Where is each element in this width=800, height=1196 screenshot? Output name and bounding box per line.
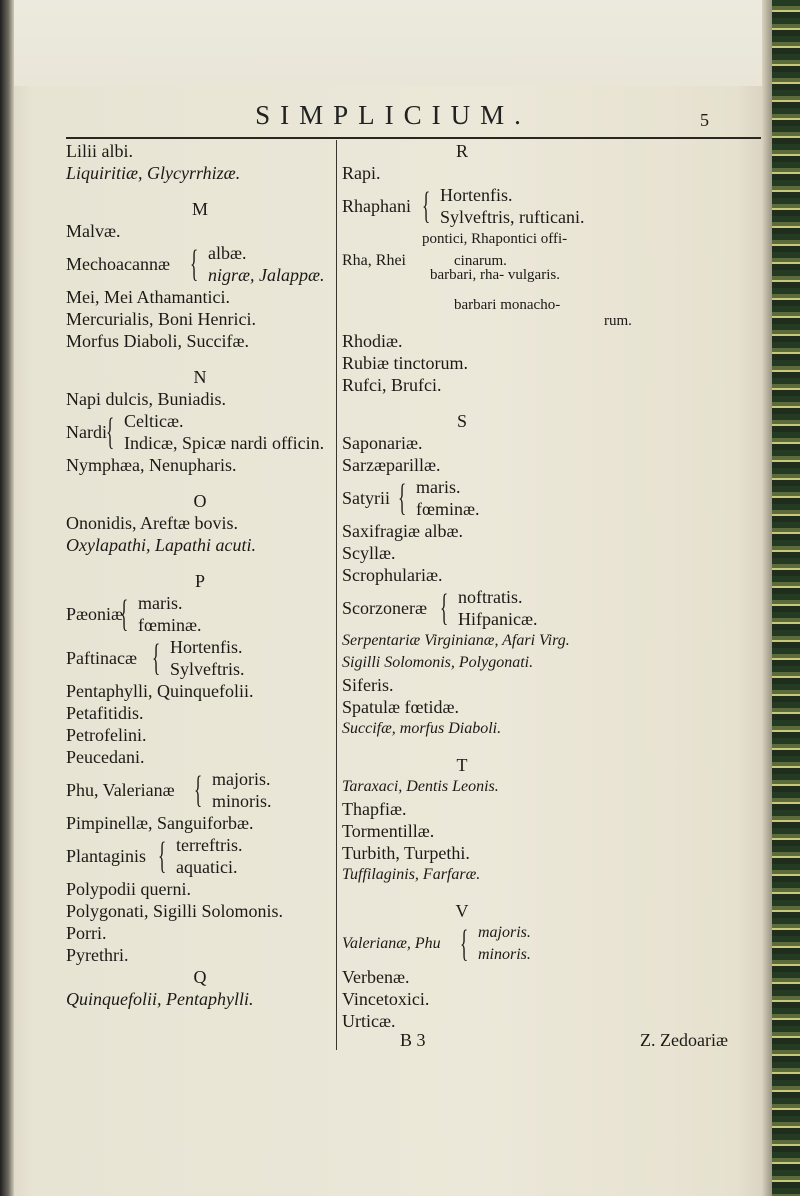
section-letter: M [191, 199, 208, 219]
brace-label: Paftinacæ [66, 648, 137, 668]
brace-option: Hortenfis. [170, 637, 243, 657]
entry: Rapi. [342, 163, 381, 183]
brace-glyph: { [460, 923, 469, 965]
section-letter: N [193, 367, 207, 387]
brace-glyph: { [194, 769, 203, 811]
brace-option: majoris. [212, 769, 271, 789]
brace-option: Hifpanicæ. [458, 609, 538, 629]
entry: Turbith, Turpethi. [342, 843, 470, 863]
braced-entry [66, 592, 334, 636]
brace-option: rum. [604, 313, 632, 329]
entry: Spatulæ fœtidæ. [342, 697, 460, 717]
entry: Serpentariæ Virginianæ, Afari Virg. [342, 632, 570, 649]
braced-entry [66, 834, 334, 878]
brace-glyph: { [158, 835, 167, 877]
brace-option: Hortenfis. [440, 185, 513, 205]
book-spine [772, 0, 800, 1196]
entry: Succifæ, morfus Diaboli. [342, 720, 502, 737]
brace-option: fœminæ. [416, 499, 480, 519]
brace-label: Scorzoneræ [342, 598, 427, 618]
right-column [342, 140, 762, 1032]
section-letter: P [194, 571, 205, 591]
brace-option: barbari monacho- [454, 297, 561, 313]
brace-option: majoris. [478, 924, 531, 941]
brace-option: minoris. [478, 946, 531, 963]
brace-option: aquatici. [176, 857, 238, 877]
entry: Polygonati, Sigilli Solomonis. [66, 901, 284, 921]
brace-glyph: { [152, 637, 161, 679]
catchword: Z. Zedoariæ [640, 1030, 728, 1050]
brace-option: Celticæ. [124, 411, 184, 431]
braced-entry [66, 242, 334, 286]
brace-glyph: { [398, 477, 407, 519]
entry: Morfus Diaboli, Succifæ. [66, 331, 249, 351]
braced-entry [66, 768, 334, 812]
entry: Verbenæ. [342, 967, 410, 987]
brace-glyph: { [440, 587, 449, 629]
brace-option: Sylveftris, rufticani. [440, 207, 585, 227]
left-column [66, 140, 334, 1010]
brace-glyph: { [106, 411, 115, 453]
brace-glyph: { [120, 593, 129, 635]
brace-option: cinarum. [454, 253, 507, 269]
brace-option: barbari, rha- vulgaris. [430, 267, 560, 283]
entry: Napi dulcis, Buniadis. [66, 389, 226, 409]
braced-entry [66, 636, 334, 680]
brace-option: fœminæ. [138, 615, 202, 635]
entry: Taraxaci, Dentis Leonis. [342, 778, 499, 795]
brace-label: Satyrii [342, 488, 390, 508]
entry: Oxylapathi, Lapathi acuti. [66, 535, 256, 555]
entry: Rhodiæ. [342, 331, 403, 351]
running-head: SIMPLICIUM. [255, 100, 531, 130]
page-top-margin [0, 0, 800, 86]
entry: Rufci, Brufci. [342, 375, 442, 395]
brace-option: noftratis. [458, 587, 523, 607]
entry: Sigilli Solomonis, Polygonati. [342, 654, 534, 671]
entry: Polypodii querni. [66, 879, 191, 899]
head-rule [66, 137, 761, 139]
entry: Rubiæ tinctorum. [342, 353, 468, 373]
entry: Pyrethri. [66, 945, 129, 965]
page-number: 5 [700, 110, 709, 130]
brace-glyph: { [422, 185, 431, 227]
page-left-edge [0, 0, 14, 1196]
entry: Peucedani. [66, 747, 145, 767]
section-letter: O [193, 491, 207, 511]
braced-entry [66, 410, 334, 454]
brace-option: Indicæ, Spicæ nardi officin. [124, 433, 325, 453]
section-letter: T [456, 755, 468, 775]
section-letter: Q [193, 967, 207, 987]
braced-entry [342, 184, 762, 228]
entry: Pentaphylli, Quinquefolii. [66, 681, 254, 701]
brace-label: Pæoniæ [66, 604, 124, 624]
brace-label: Rhaphani [342, 196, 411, 216]
entry: Scrophulariæ. [342, 565, 443, 585]
entry: Petafitidis. [66, 703, 144, 723]
braced-entry [342, 586, 762, 630]
brace-option: Sylveftris. [170, 659, 245, 679]
braced-entry [342, 228, 762, 294]
section-letter: R [455, 141, 468, 161]
entry: Saxifragiæ albæ. [342, 521, 463, 541]
brace-label: Plantaginis [66, 846, 146, 866]
entry: Pimpinellæ, Sanguiforbæ. [66, 813, 254, 833]
brace-option: albæ. [208, 243, 247, 263]
section-letter: V [455, 901, 469, 921]
column-divider [336, 140, 337, 1050]
entry: Malvæ. [66, 221, 121, 241]
entry: Ononidis, Areftæ bovis. [66, 513, 239, 533]
signature-mark: B 3 [400, 1030, 426, 1050]
braced-entry [342, 922, 762, 966]
entry: Scyllæ. [342, 543, 396, 563]
brace-glyph: { [190, 243, 199, 285]
entry: Vincetoxici. [342, 989, 430, 1009]
brace-label: Mechoacannæ [66, 254, 170, 274]
entry: Quinquefolii, Pentaphylli. [66, 989, 254, 1009]
entry: Lilii albi. [66, 141, 133, 161]
brace-option: minoris. [212, 791, 272, 811]
brace-option: terreftris. [176, 835, 243, 855]
entry: Mei, Mei Athamantici. [66, 287, 230, 307]
entry: Porri. [66, 923, 107, 943]
entry: Mercurialis, Boni Henrici. [66, 309, 256, 329]
brace-option: maris. [416, 477, 461, 497]
entry: Sarzæparillæ. [342, 455, 441, 475]
section-letter: S [456, 411, 467, 431]
entry: Siferis. [342, 675, 394, 695]
braced-entry [342, 476, 762, 520]
entry: Tormentillæ. [342, 821, 435, 841]
brace-label: Valerianæ, Phu [342, 935, 441, 952]
entry: Urticæ. [342, 1011, 396, 1031]
brace-label: Nardi [66, 422, 107, 442]
brace-option: nigræ, Jalappæ. [208, 265, 325, 285]
brace-option: pontici, Rhapontici offi- [422, 231, 568, 247]
entry: Saponariæ. [342, 433, 423, 453]
brace-label: Phu, Valerianæ [66, 780, 175, 800]
entry: Tuffilaginis, Farfaræ. [342, 866, 481, 883]
entry: Liquiritiæ, Glycyrrhizæ. [66, 163, 241, 183]
entry: Petrofelini. [66, 725, 147, 745]
braced-entry-cont [342, 294, 762, 329]
brace-option: maris. [138, 593, 183, 613]
brace-label: Rha, Rhei [342, 252, 406, 269]
entry: Thapfiæ. [342, 799, 407, 819]
entry: Nymphæa, Nenupharis. [66, 455, 237, 475]
